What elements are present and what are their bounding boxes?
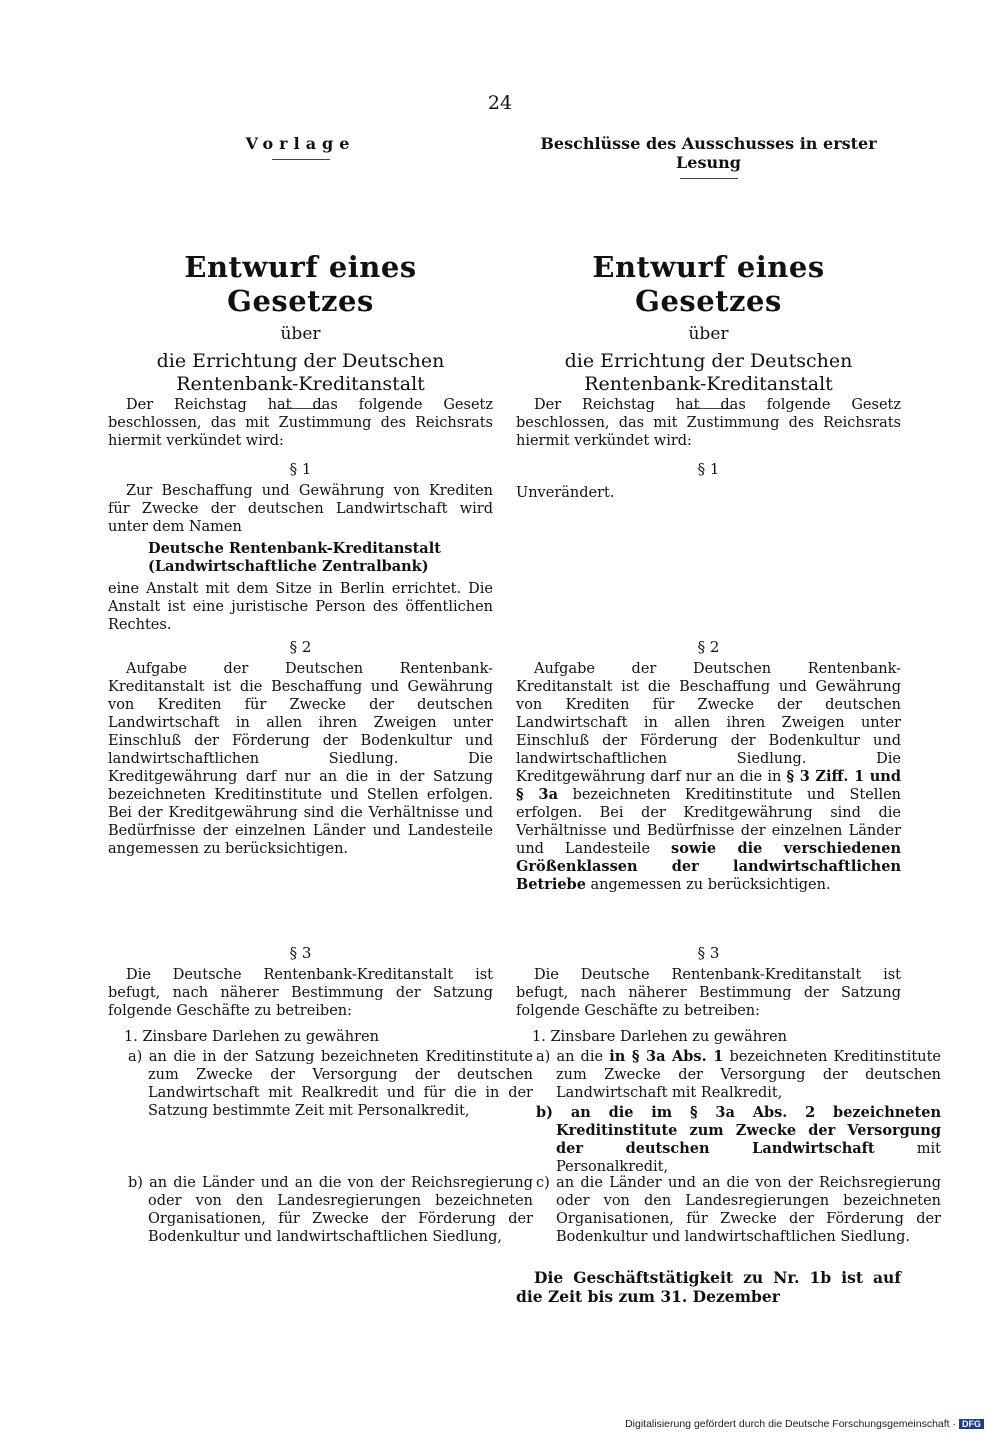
right-s2-b1: § 3 Ziff. 1 und § 3a bbox=[516, 768, 901, 803]
right-s2-t1: Aufgabe der Deutschen Rentenbank-Kreditanstalt ist die Beschaffung und Gewährung von Krediten für Zwecke der deutschen Landwirtschaft in allen ihren Zweigen unter Einschluß der Förderung der Bodenkultur und landwirtschaftlichen Siedlung. Die Kreditgewährung darf nur an die in bbox=[516, 661, 901, 785]
right-s3-a bbox=[516, 1048, 941, 1102]
left-column-header bbox=[108, 134, 493, 160]
left-header-rule bbox=[272, 159, 330, 160]
left-title-block bbox=[108, 250, 493, 409]
right-title: Entwurf eines Gesetzes bbox=[592, 250, 825, 318]
left-s1-p2: eine Anstalt mit dem Sitze in Berlin errichtet. Die Anstalt ist eine juristische Person des öffentlichen Rechtes. bbox=[108, 581, 493, 633]
right-s3-a-post: bezeichneten Kreditinstitute zum Zwecke der Versorgung der deutschen Landwirtschaft mit Realkredit, bbox=[556, 1049, 941, 1101]
right-s1-heading: § 1 bbox=[697, 460, 720, 478]
left-s1-name: Deutsche Rentenbank-Kreditanstalt (Landwirtschaftliche Zentralbank) bbox=[148, 540, 441, 575]
footer bbox=[625, 1418, 984, 1430]
right-s2-heading: § 2 bbox=[697, 638, 720, 656]
right-s3-b bbox=[516, 1104, 941, 1176]
right-s2-b2: sowie die verschiedenen Größenklassen der landwirtschaftlichen Betriebe bbox=[516, 840, 901, 893]
right-s2-text bbox=[516, 660, 901, 894]
right-s3-a-pre: a) an die bbox=[536, 1049, 604, 1065]
dfg-logo: DFG bbox=[959, 1419, 984, 1429]
right-header-text: Beschlüsse des Ausschusses in erster Lesung bbox=[540, 134, 877, 172]
right-preamble: Der Reichstag hat das folgende Gesetz beschlossen, das mit Zustimmung des Reichsrats hiermit verkündet wird: bbox=[516, 397, 901, 449]
left-preamble: Der Reichstag hat das folgende Gesetz beschlossen, das mit Zustimmung des Reichsrats hiermit verkündet wird: bbox=[108, 397, 493, 449]
right-ueber: über bbox=[688, 324, 729, 344]
right-s2-t3: angemessen zu berücksichtigen. bbox=[590, 877, 831, 893]
left-header-text: Vorlage bbox=[245, 134, 356, 153]
right-s3-closing: Die Geschäftstätigkeit zu Nr. 1b ist auf die Zeit bis zum 31. Dezember bbox=[516, 1268, 901, 1306]
right-header-rule bbox=[680, 178, 738, 179]
right-column-header bbox=[516, 134, 901, 179]
right-s3-heading: § 3 bbox=[697, 944, 720, 962]
left-subtitle: die Errichtung der Deutschen Rentenbank-Kreditanstalt bbox=[156, 350, 445, 395]
left-ueber: über bbox=[280, 324, 321, 344]
left-s3-b: b) an die Länder und an die von der Reichsregierung oder von den Landesregierungen bezeichneten Organisationen, für Zwecke der Förderung der Bodenkultur und landwirtschaftlichen Siedlung, bbox=[128, 1175, 533, 1245]
left-s1-p1: Zur Beschaffung und Gewährung von Krediten für Zwecke der deutschen Landwirtschaft wird unter dem Namen bbox=[108, 483, 493, 535]
right-subtitle: die Errichtung der Deutschen Rentenbank-Kreditanstalt bbox=[564, 350, 853, 395]
right-s3-c: c) an die Länder und an die von der Reichsregierung oder von den Landesregierungen bezeichneten Organisationen, für Zwecke der Förderung der Bodenkultur und landwirtschaftlichen Siedlung. bbox=[536, 1175, 941, 1245]
left-s2-heading: § 2 bbox=[289, 638, 312, 656]
right-s1-text: Unverändert. bbox=[516, 485, 615, 501]
left-s3-intro: Die Deutsche Rentenbank-Kreditanstalt ist befugt, nach näherer Bestimmung der Satzung folgende Geschäfte zu betreiben: bbox=[108, 967, 493, 1019]
right-s3-b-bold: b) an die im § 3a Abs. 2 bezeichneten Kreditinstitute zum Zwecke der Versorgung der deutschen Landwirtschaft bbox=[536, 1104, 941, 1157]
left-s2-text: Aufgabe der Deutschen Rentenbank-Kreditanstalt ist die Beschaffung und Gewährung von Krediten für Zwecke der deutschen Landwirtschaft in allen ihren Zweigen unter Einschluß der Förderung der Bodenkultur und landwirtschaftlichen Siedlung. Die Kreditgewährung darf nur an die in der Satzung bezeichneten Kreditinstitute und Stellen erfolgen. Bei der Kreditgewährung sind die Verhältnisse und Bedürfnisse der einzelnen Länder und Landesteile angemessen zu berücksichtigen. bbox=[108, 661, 493, 857]
page-number: 24 bbox=[487, 92, 513, 114]
left-s1-heading: § 1 bbox=[289, 460, 312, 478]
footer-text: Digitalisierung gefördert durch die Deutsche Forschungsgemeinschaft · bbox=[625, 1418, 956, 1430]
right-title-block bbox=[516, 250, 901, 409]
left-title: Entwurf eines Gesetzes bbox=[184, 250, 417, 318]
right-s3-a-bold: in § 3a Abs. 1 bbox=[609, 1048, 724, 1065]
left-s3-a: a) an die in der Satzung bezeichneten Kreditinstitute zum Zwecke der Versorgung der deutschen Landwirtschaft mit Realkredit und für die in der Satzung bestimmte Zeit mit Personalkredit, bbox=[128, 1049, 533, 1119]
right-s3-item1: 1. Zinsbare Darlehen zu gewähren bbox=[532, 1029, 787, 1045]
right-s3-b-post: mit Personalkredit, bbox=[556, 1141, 941, 1175]
left-s3-heading: § 3 bbox=[289, 944, 312, 962]
right-s2-t2: bezeichneten Kreditinstitute und Stellen erfolgen. Bei der Kreditgewährung sind die Verhältnisse und Bedürfnisse der einzelnen Länder und Landesteile bbox=[516, 787, 902, 857]
right-s3-intro: Die Deutsche Rentenbank-Kreditanstalt ist befugt, nach näherer Bestimmung der Satzung folgende Geschäfte zu betreiben: bbox=[516, 967, 901, 1019]
left-s3-item1: 1. Zinsbare Darlehen zu gewähren bbox=[124, 1029, 379, 1045]
